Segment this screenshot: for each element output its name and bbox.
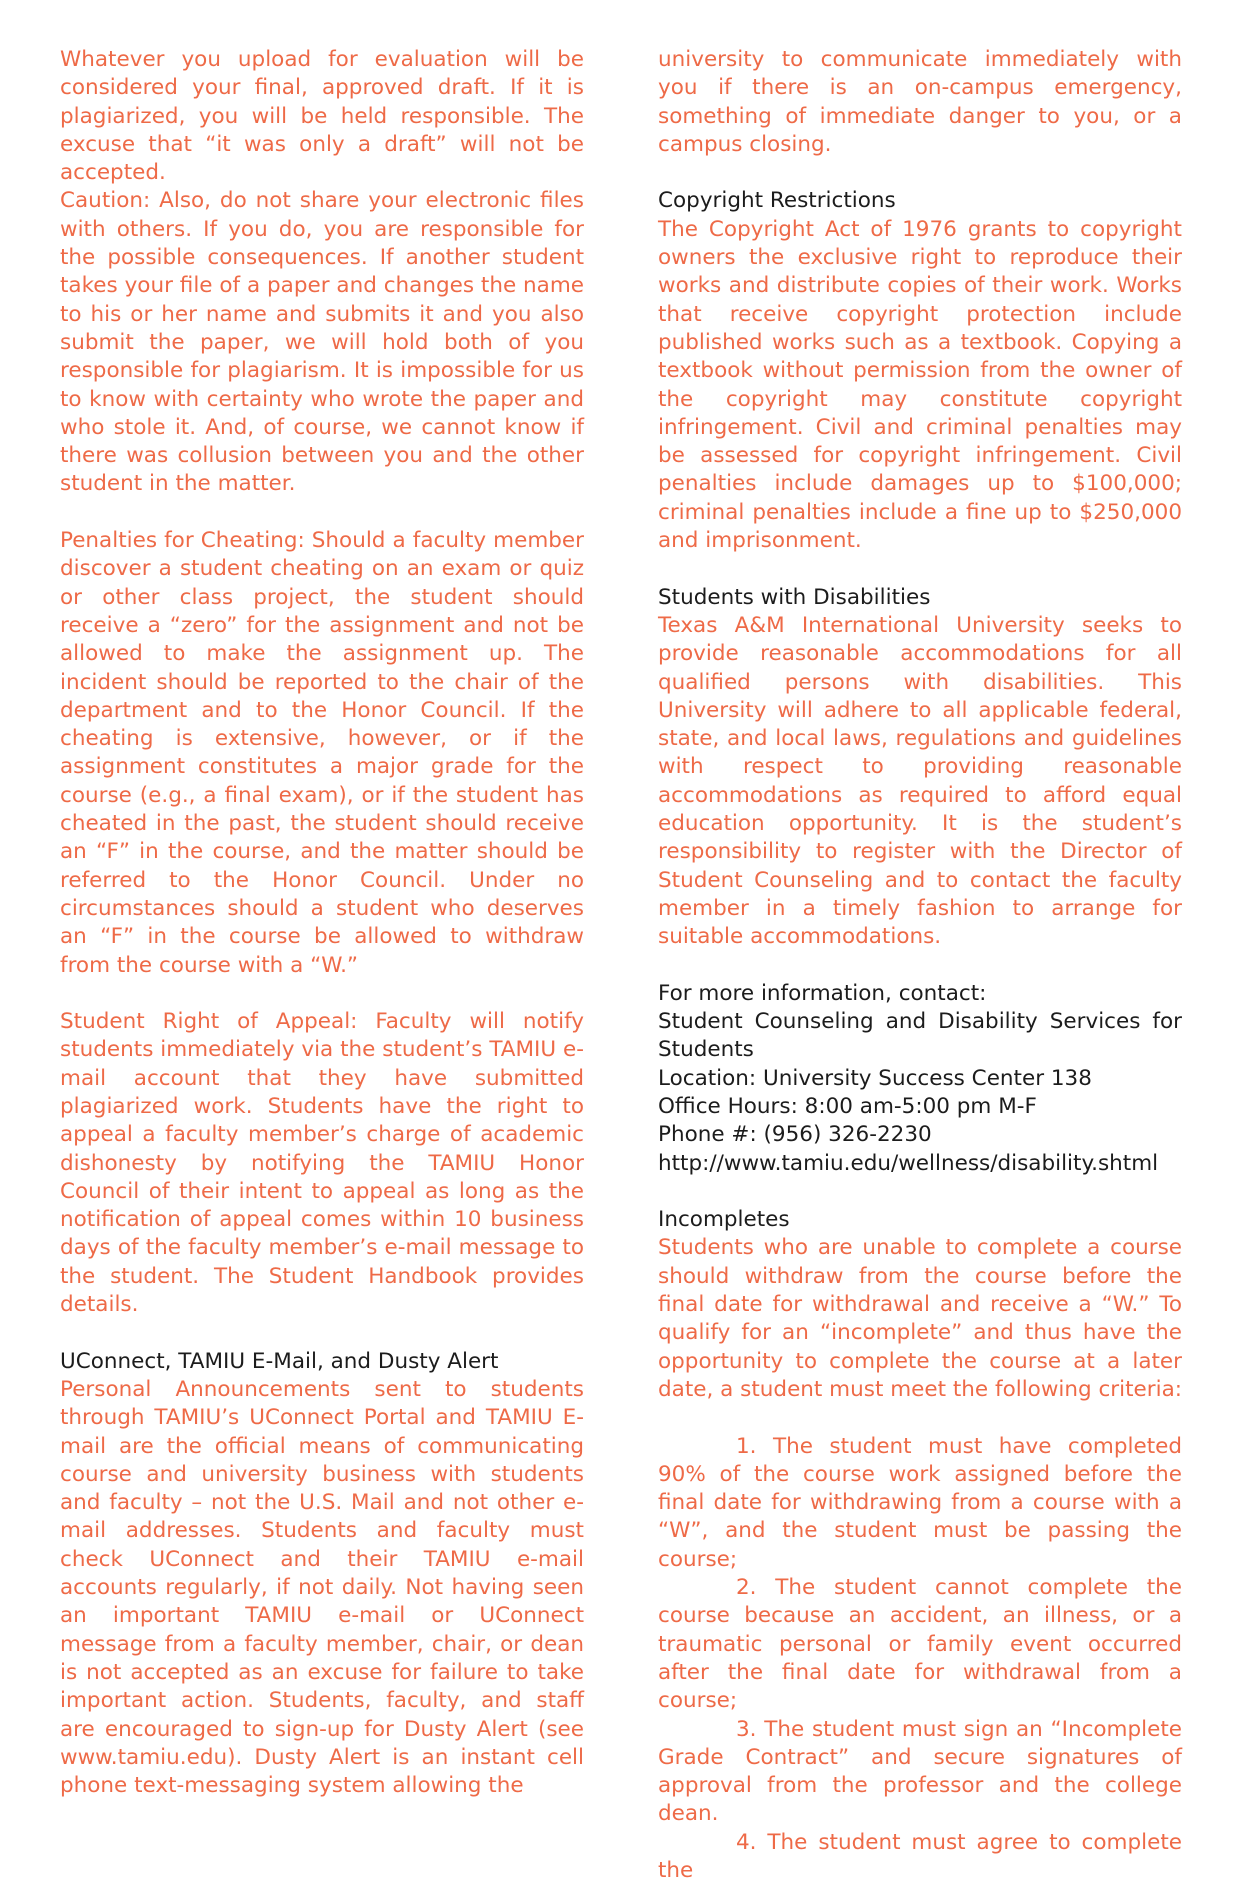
paragraph-right-of-appeal: Student Right of Appeal: Faculty will notify students immediately via the student’s TAMIU e-mail account that they have submitted plagiarized work. Students have the right to appeal a faculty member’s charge of academic dishonesty by notifying the TAMIU Honor Council of their intent to appeal as long as the notification of appeal comes within 10 business days of the faculty member’s e-mail message to the student. The Student Handbook provides details.	[60, 1009, 584, 1318]
criteria-item-1: 1. The student must have completed 90% of the course work assigned before the final date for withdrawing from a course with a “W”, and the student must be passing the course;	[658, 1433, 1182, 1572]
contact-location: Location: University Success Center 138	[658, 1065, 1092, 1091]
spacer	[658, 1178, 1182, 1206]
contact-hours: Office Hours: 8:00 am-5:00 pm M-F	[658, 1093, 1037, 1119]
paragraph-penalties-for-cheating: Penalties for Cheating: Should a faculty member discover a student cheating on an exam or quiz or other class project, the student should receive a “zero” for the assignment and not be allowed to make the assignment up. The incident should be reported to the chair of the department and to the Honor Council. If the cheating is extensive, however, or if the assignment constitutes a major grade for the course (e.g., a final exam), or if the student has cheated in the past, the student should receive an “F” in the course, and the matter should be referred to the Honor Council. Under no circumstances should a student who deserves an “F” in the course be allowed to withdraw from the course with a “W.”	[60, 528, 584, 978]
spacer	[658, 1404, 1182, 1432]
heading-copyright: Copyright Restrictions	[658, 188, 896, 214]
paragraph-incompletes: Students who are unable to complete a course should withdraw from the course before the final date for withdrawal and receive a “W.” To qualify for an “incomplete” and thus have the opportunity to complete the course at a later date, a student must meet the following criteria:	[658, 1235, 1183, 1402]
criteria-item-3: 3. The student must sign an “Incomplete Grade Contract” and secure signatures of approval from the professor and the college dean.	[658, 1716, 1182, 1827]
spacer	[60, 980, 584, 1008]
heading-disabilities: Students with Disabilities	[658, 584, 931, 610]
spacer	[658, 952, 1182, 980]
spacer	[60, 499, 584, 527]
contact-url-link[interactable]: http://www.tamiu.edu/wellness/disability.shtml	[658, 1150, 1159, 1176]
heading-uconnect: UConnect, TAMIU E-Mail, and Dusty Alert	[60, 1348, 499, 1374]
paragraph-copyright: The Copyright Act of 1976 grants to copyright owners the exclusive right to reproduce their works and distribute copies of their work. Works that receive copyright protection include published works such as a textbook. Copying a textbook without permission from the owner of the copyright may constitute copyright infringement. Civil and criminal penalties may be assessed for copyright infringement. Civil penalties include damages up to $100,000; criminal penalties include a fine up to $250,000 and imprisonment.	[658, 216, 1182, 554]
criteria-item-2: 2. The student cannot complete the course because an accident, an illness, or a traumatic personal or family event occurred after the final date for withdrawal from a course;	[658, 1575, 1182, 1714]
spacer	[658, 159, 1182, 187]
paragraph-uconnect-continued: university to communicate immediately with you if there is an on-campus emergency, something of immediate danger to you, or a campus closing.	[658, 47, 1182, 157]
spacer	[658, 555, 1182, 583]
criteria-item-4: 4. The student must agree to complete the	[658, 1829, 1182, 1883]
right-column	[658, 46, 1182, 1885]
paragraph-uconnect: Personal Announcements sent to students through TAMIU’s UConnect Portal and TAMIU E-mail are the official means of communicating course and university business with students and faculty – not the U.S. Mail and not other e-mail addresses. Students and faculty must check UConnect and their TAMIU e-mail accounts regularly, if not daily. Not having seen an important TAMIU e-mail or UConnect message from a faculty member, chair, or dean is not accepted as an excuse for failure to take important action. Students, faculty, and staff are encouraged to sign-up for Dusty Alert (see www.tamiu.edu). Dusty Alert is an instant cell phone text-messaging system allowing the	[60, 1376, 584, 1799]
paragraph-disabilities: Texas A&M International University seeks to provide reasonable accommodations for all qualified persons with disabilities. This University will adhere to all applicable federal, state, and local laws, regulations and guidelines with respect to providing reasonable accommodations as required to afford equal education opportunity. It is the student’s responsibility to register with the Director of Student Counseling and to contact the faculty member in a timely fashion to arrange for suitable accommodations.	[658, 612, 1182, 950]
contact-intro: For more information, contact:	[658, 980, 987, 1006]
heading-incompletes: Incompletes	[658, 1207, 790, 1233]
paragraph-final-draft: Whatever you upload for evaluation will be considered your final, approved draft. If it is plagiarized, you will be held responsible. The excuse that “it was only a draft” will not be accepted.	[60, 47, 584, 186]
contact-phone: Phone #: (956) 326-2230	[658, 1122, 932, 1148]
spacer	[60, 1319, 584, 1347]
paragraph-caution: Caution: Also, do not share your electronic files with others. If you do, you are responsible for the possible consequences. If another student takes your file of a paper and changes the name to his or her name and submits it and you also submit the paper, we will hold both of you responsible for plagiarism. It is impossible for us to know with certainty who wrote the paper and who stole it. And, of course, we cannot know if there was collusion between you and the other student in the matter.	[60, 188, 584, 497]
left-column	[60, 46, 584, 1800]
contact-office: Student Counseling and Disability Services for Students	[658, 1009, 1182, 1063]
